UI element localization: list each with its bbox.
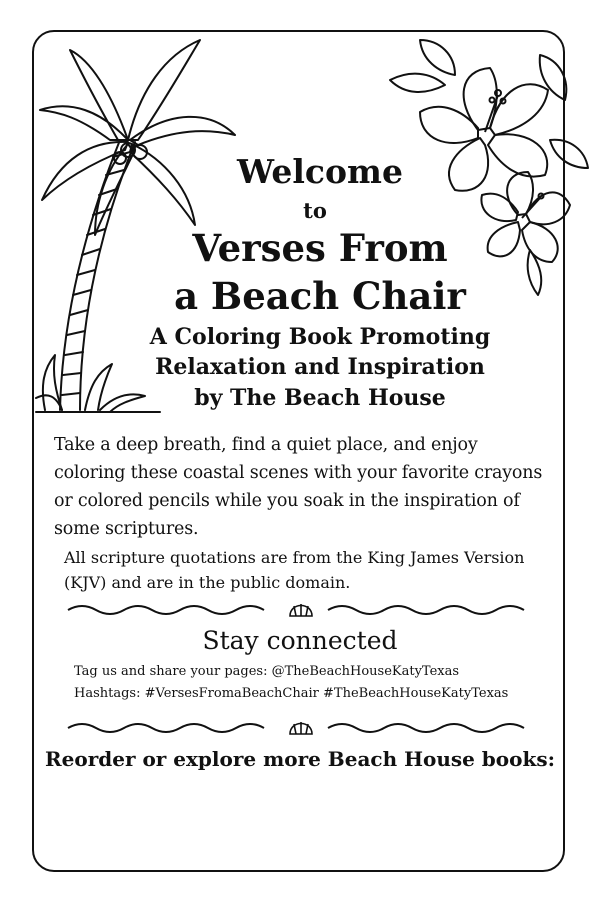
scripture-note: All scripture quotations are from the King James Version (KJV) and are in the public domain. <box>64 548 525 592</box>
welcome-heading: Welcome <box>237 152 403 191</box>
book-title-line1: Verses From <box>192 226 448 270</box>
book-author: by The Beach House <box>194 385 446 411</box>
reorder-heading: Reorder or explore more Beach House books: <box>45 747 555 771</box>
book-subtitle: A Coloring Book Promoting Relaxation and Inspiration <box>149 324 491 380</box>
intro-paragraph: Take a deep breath, find a quiet place, and enjoy coloring these coastal scenes with your favorite crayons or colored pencils while you soak in the inspiration of some scriptures. <box>54 435 543 539</box>
hashtags-line: Hashtags: #VersesFromaBeachChair #TheBeachHouseKatyTexas <box>74 686 509 701</box>
book-title-line2: a Beach Chair <box>174 274 466 318</box>
welcome-to: to <box>303 198 327 223</box>
tag-line: Tag us and share your pages: @TheBeachHouseKatyTexas <box>74 664 460 679</box>
stay-connected-heading: Stay connected <box>202 626 398 655</box>
